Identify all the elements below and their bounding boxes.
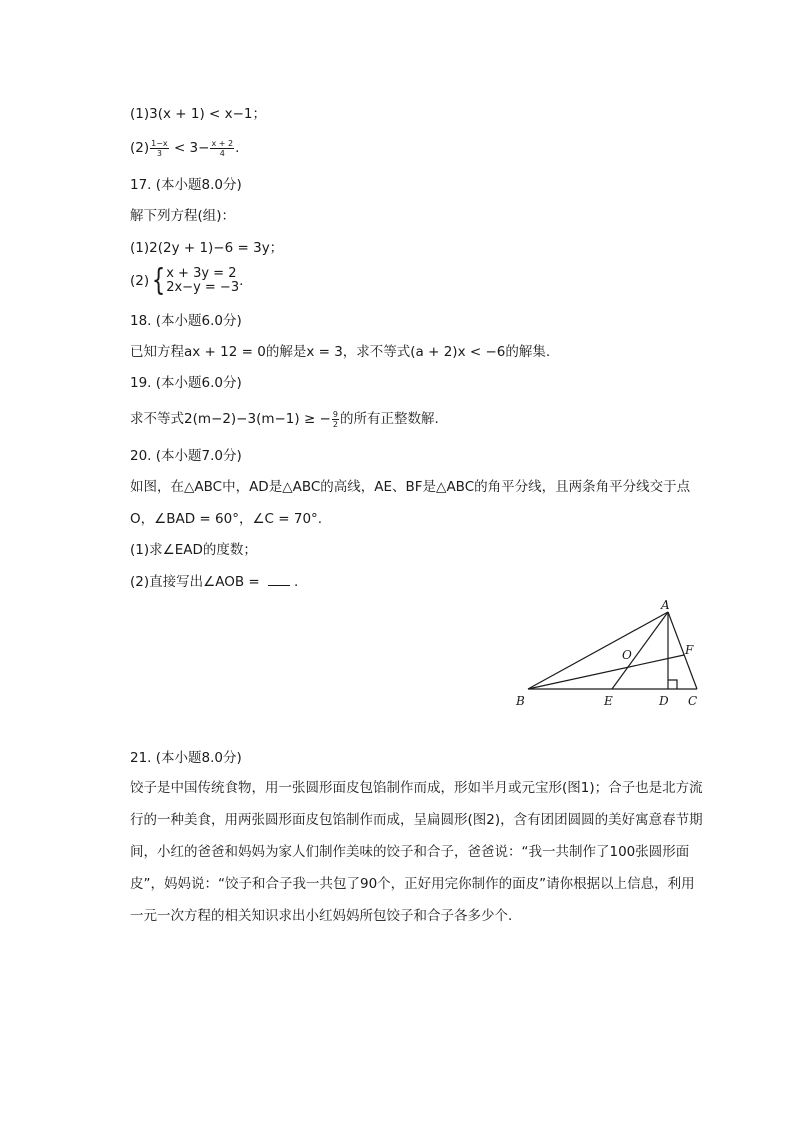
label-d: D (659, 694, 669, 708)
q20-part2-end: . (294, 574, 299, 590)
q16-part2-end: . (235, 140, 240, 156)
q16-fraction-1-denominator: 3 (156, 148, 162, 158)
equation-system (166, 267, 239, 295)
q17-intro: 解下列方程(组)： (130, 208, 236, 224)
q20-part1: (1)求∠EAD的度数； (130, 542, 257, 558)
q19-prefix: 求不等式2(m−2)−3(m−1) ≥ − (130, 411, 331, 427)
bisector-ae (612, 612, 668, 689)
q20-header: 20. (本小题7.0分) (130, 448, 242, 464)
q21-text: 饺子是中国传统食物，用一张圆形面皮包馅制作而成，形如半月或元宝形(图1)；合子也是北方流行的一种美食，用两张圆形面皮包馅制作而成，呈扁圆形(图2)，含有团团圆圆的美好寓意春节期间，小红的爸爸和妈妈为家人们制作美味的饺子和合子，爸爸说：“我一共制作了100张圆形面皮”，妈妈说：“饺子和合子我一共包了90个，正好用完你制作的面皮”请你根据以上信息，利用一元一次方程的相关知识求出小红妈妈所包饺子和合子各多少个. (130, 780, 703, 924)
label-o: O (622, 648, 632, 662)
triangle-figure (512, 597, 712, 712)
q17-header: 17. (本小题8.0分) (130, 177, 242, 193)
q19-fraction (332, 410, 339, 429)
q19-fraction-numerator: 9 (332, 409, 338, 419)
label-b: B (516, 694, 525, 708)
q16-fraction-2 (210, 139, 234, 158)
q21-header: 21. (本小题8.0分) (130, 750, 242, 766)
q19-suffix: 的所有正整数解. (339, 411, 439, 427)
q17-part2-end: . (239, 273, 244, 289)
q16-fraction-2-numerator: x + 2 (211, 138, 234, 148)
q16-fraction-1-numerator: 1−x (151, 138, 168, 148)
side-ab (528, 612, 668, 689)
q17-part2 (130, 264, 243, 298)
label-c: C (688, 694, 698, 708)
equation-2: 2x−y = −3 (166, 280, 240, 295)
q18-text: 已知方程ax + 12 = 0的解是x = 3，求不等式(a + 2)x < −6的解集. (130, 344, 551, 360)
q19-text (130, 406, 439, 432)
q17-part1: (1)2(2y + 1)−6 = 3y； (130, 240, 284, 256)
q16-fraction-1 (150, 139, 169, 158)
label-e: E (604, 694, 613, 708)
q16-fraction-2-denominator: 4 (219, 148, 225, 158)
q18-header: 18. (本小题6.0分) (130, 313, 242, 329)
q16-part2 (130, 138, 239, 158)
right-angle-mark (668, 680, 677, 689)
q19-fraction-denominator: 2 (332, 419, 338, 429)
q20-part2 (130, 572, 298, 592)
q17-part2-prefix: (2) (130, 273, 150, 289)
label-a: A (661, 598, 670, 612)
q20-part2-prefix: (2)直接写出∠AOB = (130, 574, 265, 590)
q20-text: 如图，在△ABC中，AD是△ABC的高线，AE、BF是△ABC的角平分线，且两条角平分线交于点O，∠BAD = 60°，∠C = 70°. (130, 479, 691, 527)
answer-blank (268, 585, 290, 586)
system-brace: { (151, 263, 166, 298)
q19-header: 19. (本小题6.0分) (130, 375, 242, 391)
equation-1: x + 3y = 2 (166, 266, 237, 281)
q16-part2-prefix: (2) (130, 140, 150, 156)
bisector-bf (528, 655, 684, 689)
q16-part2-mid: < 3− (169, 140, 210, 156)
label-f: F (685, 643, 694, 657)
q16-part1: (1)3(x + 1) < x−1； (130, 106, 267, 122)
